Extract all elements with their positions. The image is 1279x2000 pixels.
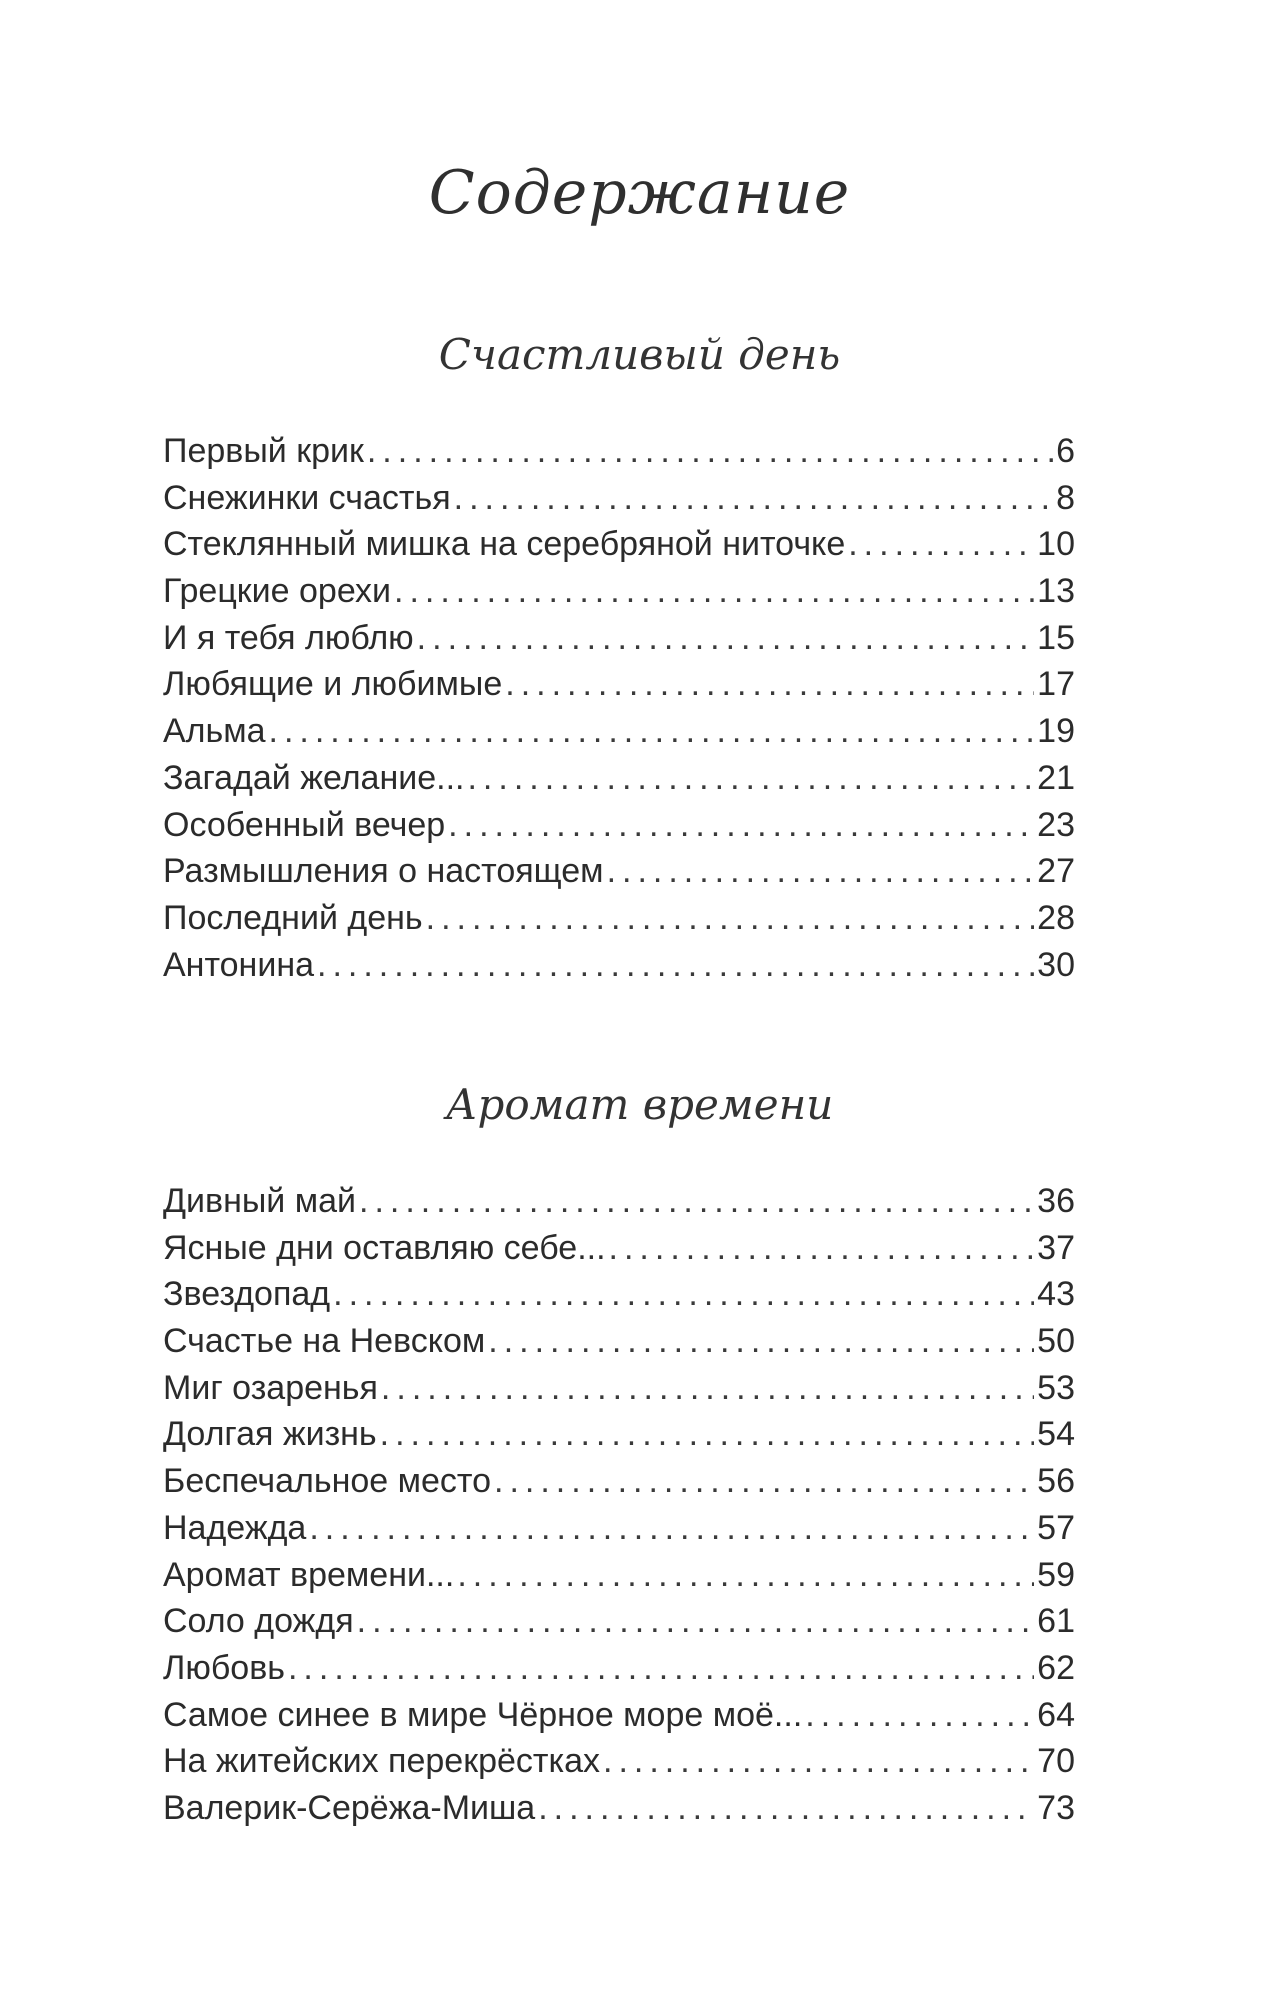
toc-entry-title: Загадай желание... [163,758,465,797]
toc-entry [163,852,1075,899]
dot-leader [269,712,1035,751]
toc-entry-page-number: 59 [1037,1555,1075,1594]
toc-entry-title: Долгая жизнь [163,1415,377,1454]
dot-leader [603,1742,1034,1781]
toc-entry [163,1415,1075,1462]
toc-entry-page-number: 27 [1037,852,1075,891]
toc-entry [163,1182,1075,1229]
toc-entry-title: Любящие и любимые [163,665,503,704]
toc-entry-page-number: 8 [1056,478,1075,517]
toc-entry-title: Надежда [163,1508,307,1547]
toc-entry-page-number: 13 [1037,572,1075,611]
toc-entry [163,759,1075,806]
dot-leader [288,1649,1034,1688]
dot-leader [309,1509,1034,1548]
toc-entry-page-number: 37 [1037,1228,1075,1267]
dot-leader [848,525,1034,564]
toc-entry-page-number: 36 [1037,1182,1075,1220]
toc-entry [163,665,1075,712]
toc-entry [163,1696,1075,1743]
toc-entry-title: Миг озаренья [163,1368,378,1407]
dot-leader [394,572,1034,611]
toc-entry-title: Валерик-Серёжа-Миша [163,1788,536,1827]
toc-entry-title: Самое синее в мире Чёрное море моё... [163,1695,803,1734]
toc-entry [163,572,1075,619]
toc-entry [163,712,1075,759]
toc-entry-page-number: 62 [1037,1648,1075,1687]
toc-entry [163,1742,1075,1789]
dot-leader [454,479,1053,518]
toc-entry [163,1322,1075,1369]
dot-leader [381,1369,1034,1408]
toc-entry [163,946,1075,993]
toc-entry-page-number: 19 [1037,712,1075,751]
toc-entry-title: Первый крик [163,432,364,470]
toc-entry-page-number: 6 [1056,432,1075,470]
toc-entry-title: Особенный вечер [163,805,446,844]
toc-entry [163,806,1075,853]
dot-leader [609,1229,1035,1268]
dot-leader [417,619,1035,658]
dot-leader [467,759,1034,798]
toc-entry-page-number: 73 [1037,1788,1075,1827]
toc-entry-page-number: 43 [1037,1275,1075,1314]
section-title: Счастливый день [438,330,841,379]
toc-entry-page-number: 30 [1037,945,1075,984]
toc-entry [163,1462,1075,1509]
toc-entry-page-number: 50 [1037,1322,1075,1361]
dot-leader [607,852,1035,891]
toc-entry-title: Альма [163,712,266,751]
toc-list [163,432,1075,992]
toc-entry [163,899,1075,946]
toc-entry-page-number: 56 [1037,1462,1075,1501]
toc-entry-page-number: 21 [1037,758,1075,797]
toc-entry-page-number: 15 [1037,618,1075,657]
dot-leader [426,899,1035,938]
toc-entry-page-number: 61 [1037,1602,1075,1641]
toc-entry [163,432,1075,479]
toc-entry [163,1789,1075,1836]
toc-entry-title: Аромат времени... [163,1555,455,1594]
toc-entry [163,1602,1075,1649]
dot-leader [380,1415,1035,1454]
toc-entry-page-number: 70 [1037,1742,1075,1781]
toc-entry-title: Дивный май [163,1182,357,1220]
toc-entry-page-number: 17 [1037,665,1075,704]
page-title: Содержание [428,158,851,228]
toc-entry-title: Любовь [163,1648,285,1687]
toc-entry-page-number: 53 [1037,1368,1075,1407]
toc-entry [163,1229,1075,1276]
toc-entry-page-number: 28 [1037,898,1075,937]
dot-leader [367,432,1053,471]
dot-leader [448,806,1034,845]
toc-entry-title: Ясные дни оставляю себе... [163,1228,606,1267]
dot-leader [333,1275,1034,1314]
toc-entry [163,619,1075,666]
toc-entry [163,1509,1075,1556]
toc-entry [163,525,1075,572]
toc-entry-title: Снежинки счастья [163,478,451,517]
toc-entry-page-number: 57 [1037,1508,1075,1547]
dot-leader [538,1789,1034,1828]
toc-entry-page-number: 23 [1037,805,1075,844]
toc-entry [163,1275,1075,1322]
dot-leader [457,1556,1034,1595]
toc-entry-page-number: 10 [1037,525,1075,564]
dot-leader [505,665,1034,704]
toc-entry [163,479,1075,526]
toc-entry [163,1649,1075,1696]
toc-entry-page-number: 64 [1037,1695,1075,1734]
toc-entry-title: На житейских перекрёстках [163,1742,600,1781]
toc-entry-title: Размышления о настоящем [163,852,604,891]
dot-leader [317,946,1034,985]
toc-list [163,1182,1075,1836]
section-title: Аромат времени [445,1080,834,1129]
toc-entry-title: Звездопад [163,1275,331,1314]
toc-entry-title: Беспечальное место [163,1462,492,1501]
dot-leader [488,1322,1034,1361]
toc-entry-title: Стеклянный мишка на серебряной ниточке [163,525,846,564]
dot-leader [494,1462,1034,1501]
toc-entry [163,1369,1075,1416]
toc-entry-page-number: 54 [1037,1415,1075,1454]
toc-entry-title: Счастье на Невском [163,1322,486,1361]
dot-leader [359,1182,1034,1221]
dot-leader [357,1602,1035,1641]
toc-entry-title: Грецкие орехи [163,572,391,611]
dot-leader [805,1696,1034,1735]
toc-entry-title: Последний день [163,898,423,937]
toc-entry [163,1556,1075,1603]
toc-entry-title: И я тебя люблю [163,618,414,657]
toc-entry-title: Антонина [163,945,315,984]
toc-entry-title: Соло дождя [163,1602,354,1641]
